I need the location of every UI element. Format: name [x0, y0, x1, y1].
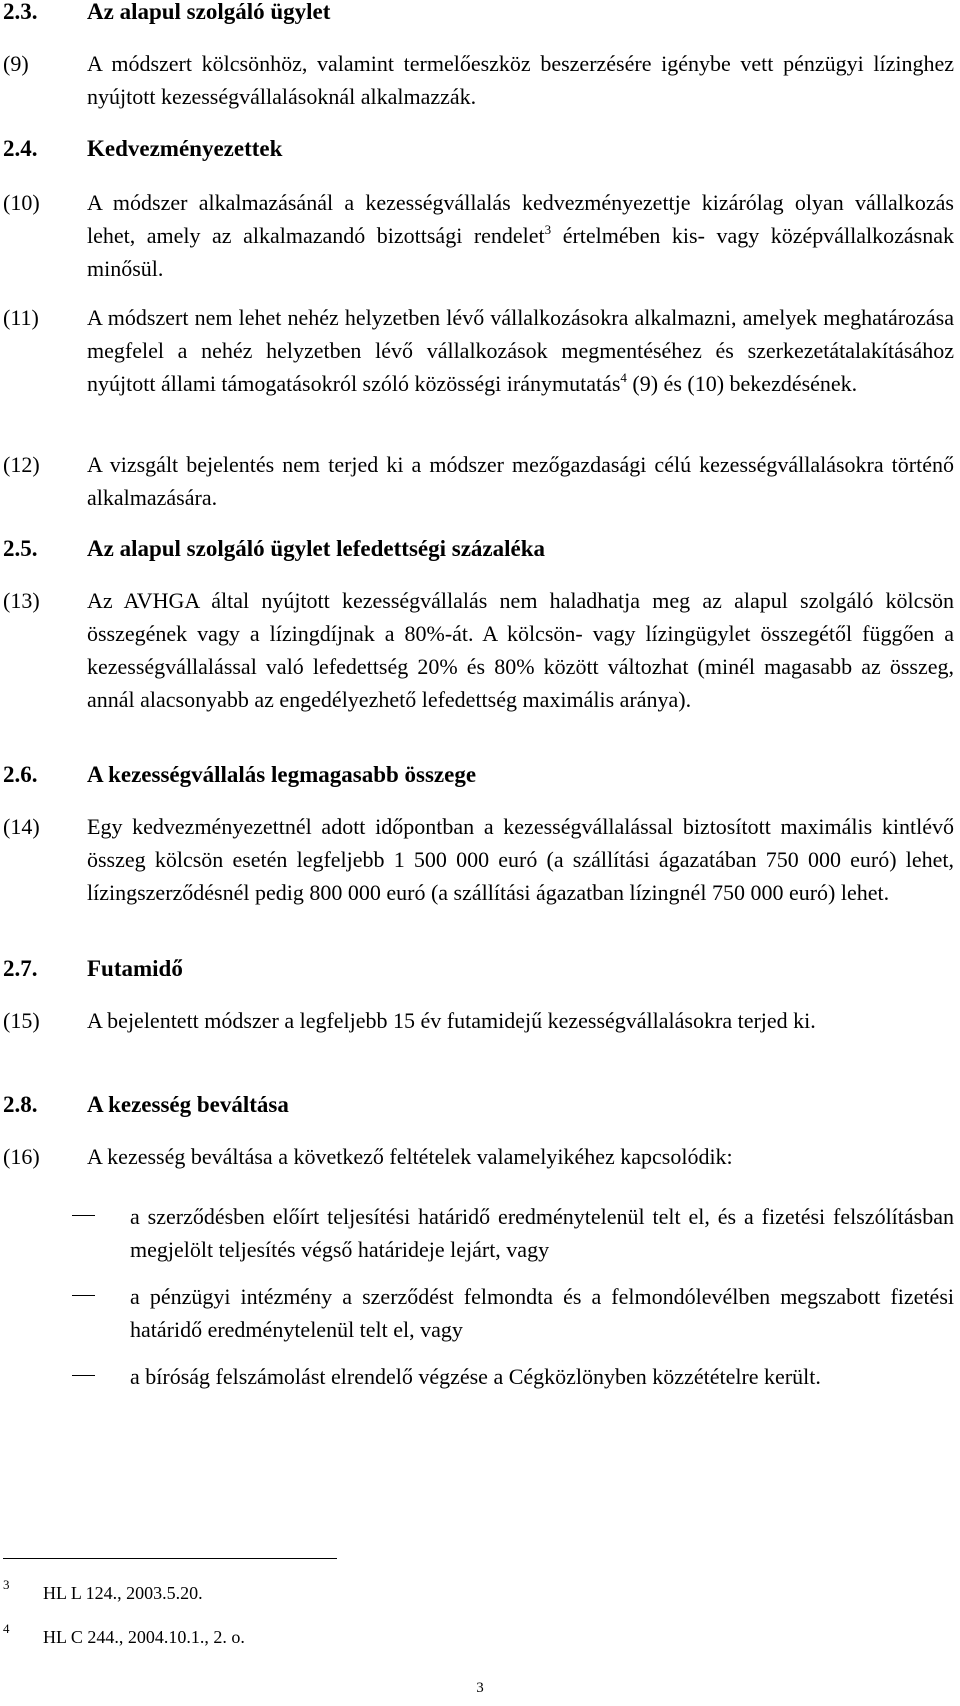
section-number: 2.8. — [3, 1092, 38, 1117]
list-item-text: a bíróság felszámolást elrendelő végzése a Cégközlönyben közzétételre került. — [130, 1364, 821, 1389]
paragraph-text: Egy kedvezményezettnél adott időpontban a kezességvállalással biztosított maximális kintlévő összeg kölcsön esetén legfeljebb 1 500 000 euró (a szállítási ágazatában 750 000 euró) lehet, lízingszerződésnél pedig 800 000 euró (a szállítási ágazatban lízingnél 750 000 euró) lehet. — [87, 814, 954, 905]
page-number: 3 — [476, 1680, 484, 1696]
paragraph-number: (12) — [3, 452, 40, 477]
section-title: Kedvezményezettek — [87, 136, 283, 161]
text-run: A módszert nem lehet nehéz helyzetben lévő vállalkozásokra alkalmazni, amelyek meghatározása megfelel a nehéz helyzetben lévő vállalkozások megmentéséhez és szerkezetátalakításához nyújtott állami támogatásokról szóló közösségi iránymutatás — [87, 305, 954, 396]
dash-bullet — [72, 1215, 95, 1216]
paragraph — [3, 186, 954, 285]
paragraph — [3, 1140, 954, 1173]
footnote-text: HL L 124., 2003.5.20. — [43, 1583, 203, 1603]
list-item — [72, 1360, 954, 1393]
paragraph — [3, 1004, 954, 1037]
text-run: (9) és (10) bekezdésének. — [626, 371, 858, 396]
section-title: A kezességvállalás legmagasabb összege — [87, 762, 477, 787]
section-number: 2.7. — [3, 956, 38, 981]
text-run: értelmében kis- vagy középvállalkozásnak minősül. — [87, 223, 954, 281]
paragraph-text — [87, 186, 954, 285]
section-title: Az alapul szolgáló ügylet lefedettségi százaléka — [87, 536, 546, 561]
footnote-number: 4 — [3, 1621, 10, 1636]
paragraph-text: Az AVHGA által nyújtott kezességvállalás nem haladhatja meg az alapul szolgáló kölcsön összegének vagy a lízingdíjnak a 80%-át. A kölcsön- vagy lízingügylet összegétől függően a kezességvállalással való lefedettség 20% és 80% között változhat (minél magasabb az összeg, annál alacsonyabb az engedélyezhető lefedettség maximális aránya). — [87, 588, 954, 712]
paragraph-number: (11) — [3, 305, 39, 330]
section-number: 2.5. — [3, 536, 38, 561]
footnote-text: HL C 244., 2004.10.1., 2. o. — [43, 1627, 245, 1647]
paragraph-number: (14) — [3, 814, 40, 839]
paragraph-number: (13) — [3, 588, 40, 613]
paragraph-text: A vizsgált bejelentés nem terjed ki a módszer mezőgazdasági célú kezességvállalásokra történő alkalmazására. — [87, 452, 954, 510]
section-number: 2.3. — [3, 0, 38, 24]
dash-bullet — [72, 1375, 95, 1376]
section-number: 2.6. — [3, 762, 38, 787]
footnote-reference: 4 — [620, 370, 627, 385]
paragraph — [3, 584, 954, 716]
section-title: Futamidő — [87, 956, 183, 981]
paragraph-text — [87, 301, 954, 400]
dash-bullet — [72, 1295, 95, 1296]
paragraph-number: (10) — [3, 190, 40, 215]
paragraph — [3, 47, 954, 113]
paragraph-number: (16) — [3, 1144, 40, 1169]
section-title: A kezesség beváltása — [87, 1092, 289, 1117]
list-item-text: a szerződésben előírt teljesítési határidő eredménytelenül telt el, és a fizetési felszólításban megjelölt teljesítés végső határideje lejárt, vagy — [130, 1204, 954, 1262]
paragraph-number: (15) — [3, 1008, 40, 1033]
footnote-number: 3 — [3, 1577, 10, 1592]
section-title: Az alapul szolgáló ügylet — [87, 0, 331, 24]
text-run: A módszer alkalmazásánál a kezességvállalás kedvezményezettje kizárólag olyan vállalkozás lehet, amely az alkalmazandó bizottsági rendelet — [87, 190, 954, 248]
paragraph-text: A bejelentett módszer a legfeljebb 15 év futamidejű kezességvállalásokra terjed ki. — [87, 1008, 816, 1033]
footnote-separator — [3, 1558, 337, 1559]
section-number: 2.4. — [3, 136, 38, 161]
list-item — [72, 1200, 954, 1266]
paragraph-text: A módszert kölcsönhöz, valamint termelőeszköz beszerzésére igénybe vett pénzügyi lízinghez nyújtott kezességvállalásoknál alkalmazzák. — [87, 51, 954, 109]
paragraph — [3, 301, 954, 400]
paragraph — [3, 448, 954, 514]
paragraph-text: A kezesség beváltása a következő feltételek valamelyikéhez kapcsolódik: — [87, 1144, 733, 1169]
footnote-reference: 3 — [544, 222, 552, 237]
paragraph-number: (9) — [3, 51, 29, 76]
list-item — [72, 1280, 954, 1346]
list-item-text: a pénzügyi intézmény a szerződést felmondta és a felmondólevélben megszabott fizetési határidő eredménytelenül telt el, vagy — [130, 1284, 954, 1342]
paragraph — [3, 810, 954, 909]
